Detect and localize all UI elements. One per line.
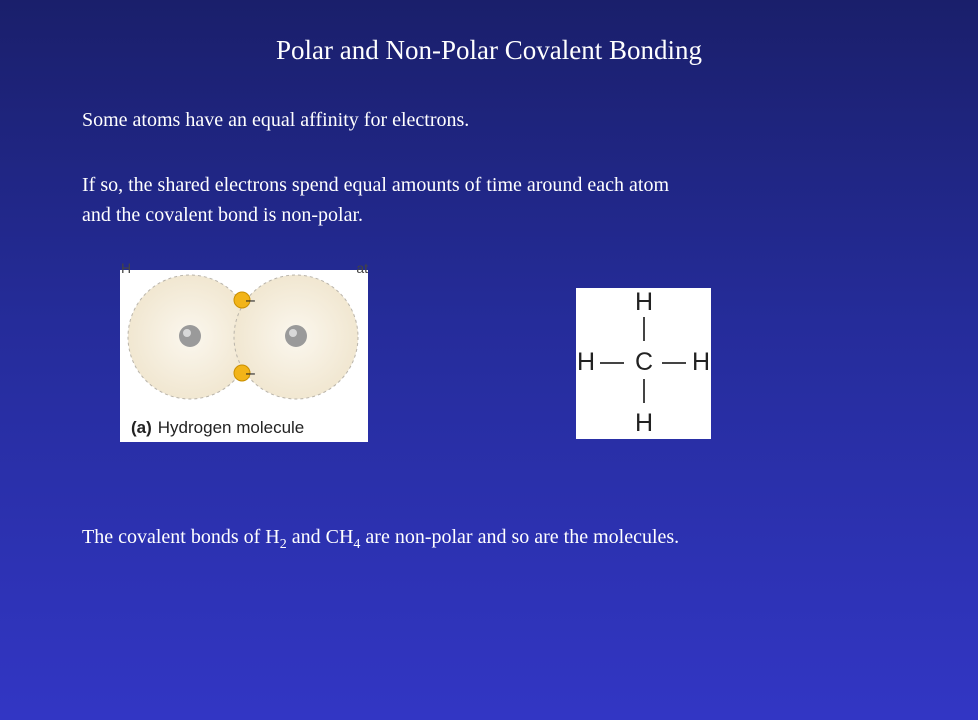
right-nucleus (285, 325, 307, 347)
bond-bottom (643, 379, 645, 403)
paragraph-line-1: If so, the shared electrons spend equal amounts of time around each atom (82, 174, 670, 196)
right-nucleus-highlight (289, 329, 297, 337)
left-nucleus-highlight (183, 329, 191, 337)
atom-h-top: H (634, 288, 654, 316)
bond-top (643, 317, 645, 341)
slide-title: Polar and Non-Polar Covalent Bonding (276, 35, 702, 65)
left-nucleus (179, 325, 201, 347)
paragraph-shared-electrons (82, 170, 902, 230)
corner-label-right: at (356, 260, 368, 276)
figure-label-text: Hydrogen molecule (157, 418, 305, 437)
caption-subscript-2: 4 (353, 537, 361, 552)
bond-right (662, 362, 686, 364)
electron-bottom-charge: – (246, 365, 255, 382)
paragraph-line-2: and the covalent bond is non-polar. (82, 204, 364, 226)
figure-label-tag: (a) (131, 418, 152, 437)
hydrogen-molecule-diagram (120, 270, 368, 442)
caption-part-3: are non-polar and so are the molecules. (360, 526, 680, 548)
caption-subscript-1: 2 (279, 537, 287, 552)
electron-top-charge: – (246, 292, 255, 309)
atom-c-center: C (634, 348, 654, 376)
caption-part-2: and CH (286, 526, 354, 548)
atom-h-left: H (576, 348, 596, 376)
methane-structure-figure (576, 288, 711, 439)
atom-h-bottom: H (634, 409, 654, 437)
summary-caption (82, 522, 902, 552)
caption-part-1: The covalent bonds of H (82, 526, 280, 548)
atom-h-right: H (691, 348, 711, 376)
bond-left (600, 362, 624, 364)
figure-label (131, 418, 304, 438)
corner-label-left: H (121, 260, 132, 276)
hydrogen-molecule-figure (120, 260, 368, 442)
paragraph-equal-affinity: Some atoms have an equal affinity for electrons. (82, 109, 470, 131)
